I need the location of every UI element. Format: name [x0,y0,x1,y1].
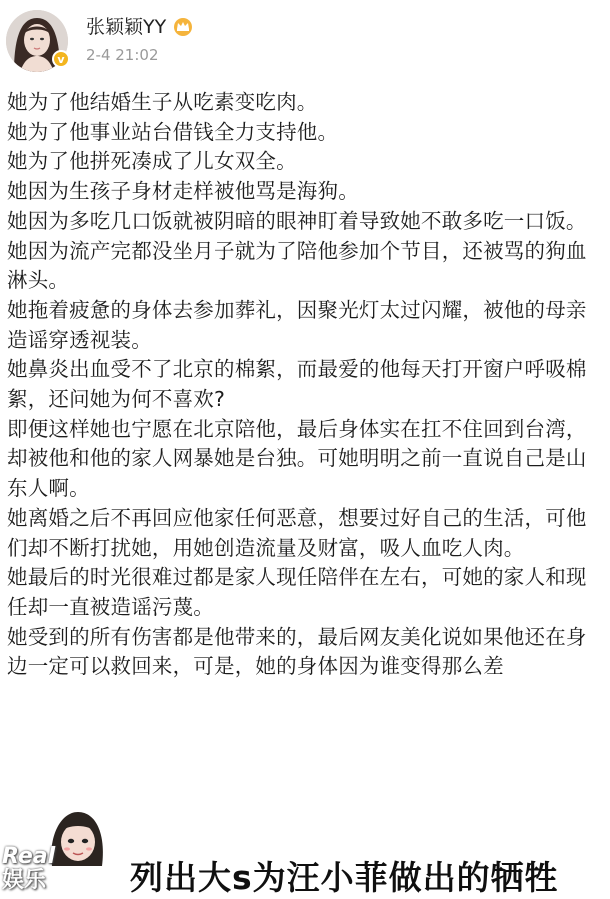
watermark-line-2: 娱乐 [2,868,47,893]
post-paragraph: 她离婚之后不再回应他家任何恶意，想要过好自己的生活，可他们却不断打扰她，用她创造流量及财富，吸人血吃人肉。 [7,505,587,560]
post-timestamp: 2-4 21:02 [86,46,159,64]
post-paragraph: 她为了他拼死凑成了儿女双全。 [7,149,297,174]
post-paragraph: 她拖着疲惫的身体去参加葬礼，因聚光灯太过闪耀，被他的母亲造谣穿透视装。 [7,297,587,352]
verified-badge-icon: v [52,50,70,68]
author-name-text: 张颖颖YY [86,16,167,38]
post-paragraph: 即便这样她也宁愿在北京陪他，最后身体实在扛不住回到台湾，却被他和他的家人网暴她是台独。可她明明之前一直说自己是山东人啊。 [7,416,587,501]
author-name[interactable] [86,12,194,39]
post-paragraph: 她因为生孩子身材走样被他骂是海狗。 [7,179,359,204]
watermark-line-1: Real [2,844,56,869]
video-caption: 列出大s为汪小菲做出的牺牲 [130,858,559,897]
post-header [0,0,610,80]
post-body [7,88,599,682]
post-paragraph: 她最后的时光很难过都是家人现任陪伴在左右，可她的家人和现任却一直被造谣污蔑。 [7,565,587,619]
watermark-logo [2,846,55,892]
post-paragraph: 她为了他结婚生子从吃素变吃肉。 [7,90,318,114]
vip-crown-icon [172,16,194,36]
post-paragraph: 她因为多吃几口饭就被阴暗的眼神盯着导致她不敢多吃一口饭。 [7,208,587,233]
post-paragraph: 她为了他事业站台借钱全力支持他。 [7,119,339,144]
post-paragraph: 她鼻炎出血受不了北京的棉絮，而最爱的他每天打开窗户呼吸棉絮，还问她为何不喜欢? [7,357,587,412]
post-paragraph: 她因为流产完都没坐月子就为了陪他参加个节目，还被骂的狗血淋头。 [7,238,587,293]
post-paragraph: 她受到的所有伤害都是他带来的，最后网友美化说如果他还在身边一定可以救回来，可是，她的身体因为谁变得那么差 [7,624,587,679]
